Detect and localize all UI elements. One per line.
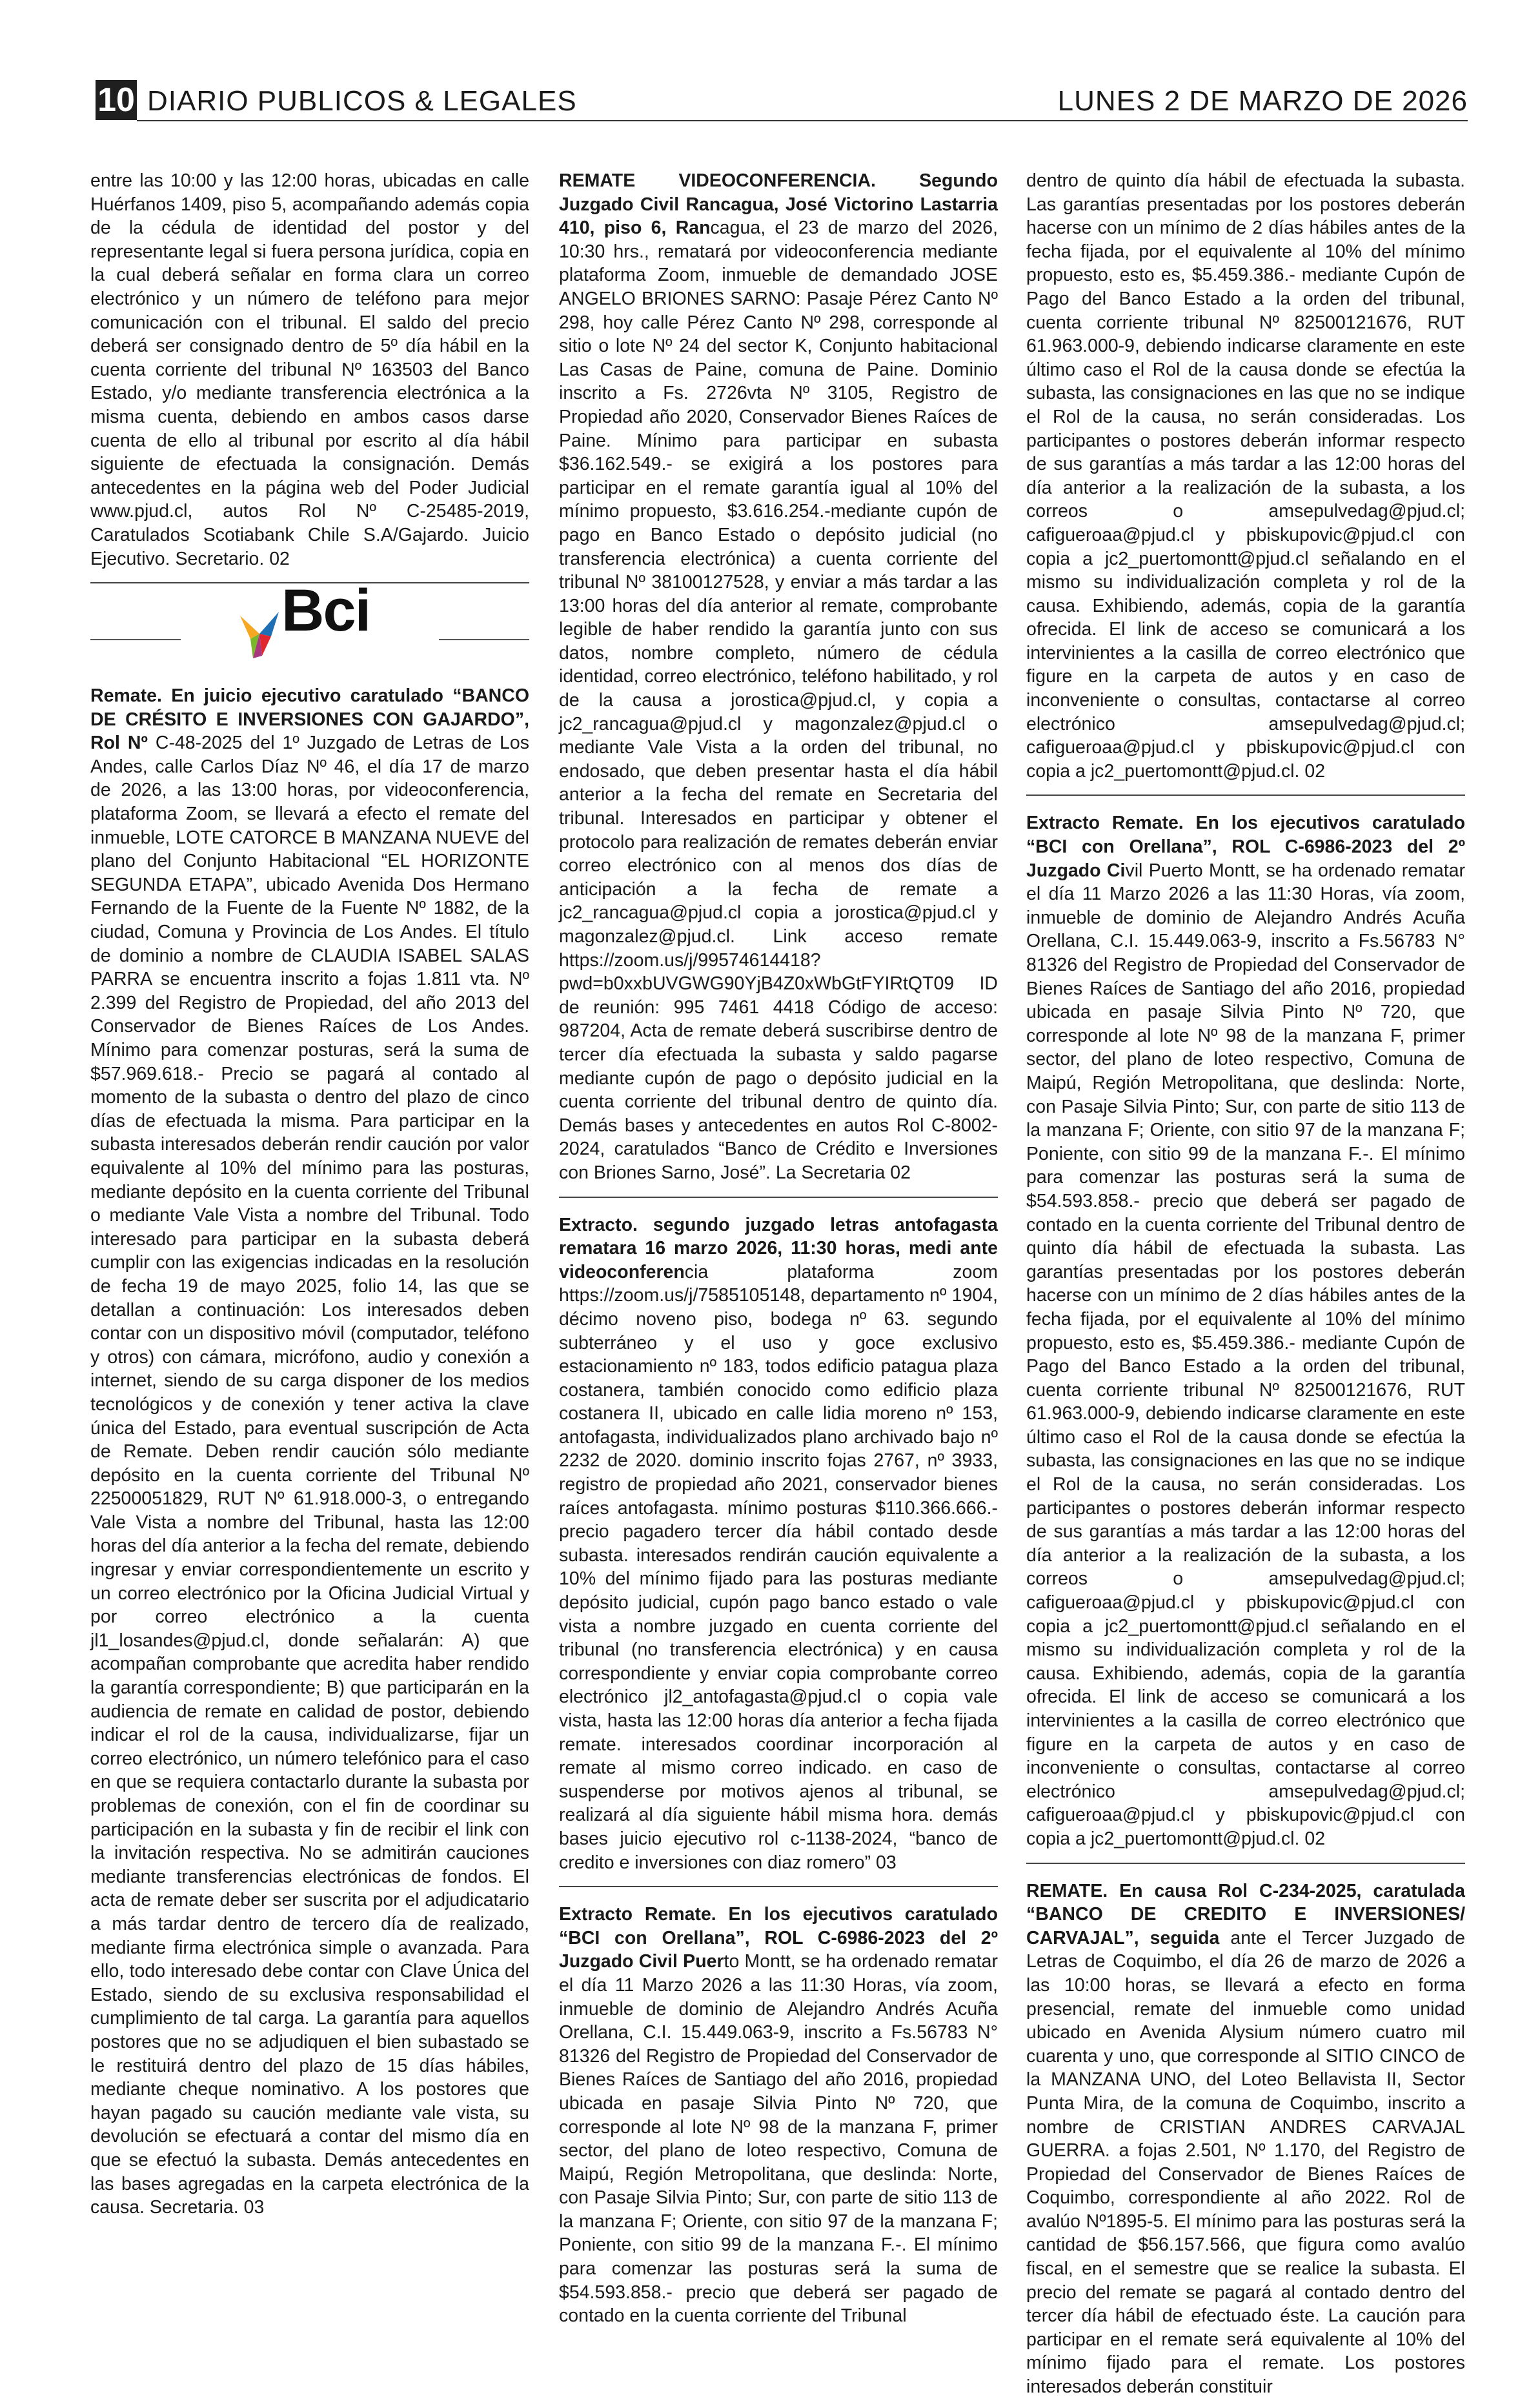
- publication-title: DIARIO PUBLICOS & LEGALES: [147, 85, 577, 117]
- notice-body: vil Puerto Montt, se ha ordenado rematar el día 11 Marzo 2026 a las 11:30 Horas, vía zoom, inmueble de dominio de Alejandro Andrés Acuña Orellana, C.I. 15.449.063-9, inscrito a Fs.56783 N° 81326 del Registro de Propiedad del Conservador de Bienes Raíces de Santiago del año 2016, propiedad ubicada en pasaje Silvia Pinto Nº 720, que corresponde al lote Nº 98 de la manzana F, primer sector, del plano de loteo respectivo, Comuna de Maipú, Región Metropolitana, que deslinda: Norte, con Pasaje Silvia Pinto; Sur, con parte de sitio 113 de la manzana F; Oriente, con sitio 97 de la manzana F; Poniente, con sitio 99 de la manzana F.-. El mínimo para comenzar las posturas será la suma de $54.593.858.- precio que deberá ser pagado de contado en la cuenta corriente del Tribunal dentro de quinto día hábil de efectuada la subasta. Las garantías presentadas por los postores deberán hacerse con un mínimo de 2 días hábiles antes de la fecha fijada, por el equivalente al 10% del mínimo propuesto, esto es, $5.459.386.- mediante Cupón de Pago del Banco Estado a la orden del tribunal, cuenta corriente tribunal Nº 82500121676, RUT 61.963.000-9, debiendo indicarse claramente en este último caso el Rol de la causa donde se efectúa la subasta, las consignaciones en las que no se indique el Rol de la causa, no serán consideradas. Los participantes o postores deberán informar respecto de sus garantías a más tardar a las 12:00 horas del día anterior a la realización de la subasta, a los correos o amsepulvedag@pjud.cl; cafigueroaa@pjud.cl y pbiskupovic@pjud.cl con copia a jc2_puertomontt@pjud.cl señalando en el mismo su individualización completa y rol de la causa. Exhibiendo, además, copia de la garantía ofrecida. El link de acceso se comunicará a los intervinientes a la casilla de correo electrónico que figure en la carpeta de autos y en caso de inconveniente o consultas, contactarse al correo electrónico amsepulvedag@pjud.cl; cafigueroaa@pjud.cl y pbiskupovic@pjud.cl con copia a jc2_puertomontt@pjud.cl. 02: [1026, 860, 1465, 1849]
- notice-body: C-48-2025 del 1º Juzgado de Letras de Los Andes, calle Carlos Díaz Nº 46, el día 17 de marzo de 2026, a las 13:00 horas, por videoconferencia, plataforma Zoom, se llevará a efecto el remate del inmueble, LOTE CATORCE B MANZANA NUEVE del plano del Conjunto Habitacional “EL HORIZONTE SEGUNDA ETAPA”, ubicado Avenida Dos Hermano Fernando de la Fuente de la Fuente Nº 1882, de la ciudad, Comuna y Provincia de Los Andes. El título de dominio a nombre de CLAUDIA ISABEL SALAS PARRA se encuentra inscrito a fojas 1.811 vta. Nº 2.399 del Registro de Propiedad, del año 2013 del Conservador de Bienes Raíces de Los Andes. Mínimo para comenzar posturas, será la suma de $57.969.618.- Precio se pagará al contado al momento de la subasta o dentro del plazo de cinco días de efectuada la misma. Para participar en la subasta interesados deberán rendir caución por valor equivalente al 10% del mínimo para las posturas, mediante depósito en la cuenta corriente del Tribunal o mediante Vale Vista a nombre del Tribunal. Todo interesado para participar en la subasta deberá cumplir con las exigencias indicadas en la resolución de fecha 19 de mayo 2025, folio 14, las que se detallan a continuación: Los interesados deben contar con un dispositivo móvil (computador, teléfono y otros) con cámara, micrófono, audio y conexión a internet, siendo de su carga disponer de los medios tecnológicos y de conexión y tener activa la clave única del Estado, para eventual suscripción de Acta de Remate. Deben rendir caución sólo mediante depósito en la cuenta corriente del Tribunal Nº 22500051829, RUT Nº 61.918.000-3, o entregando Vale Vista a nombre del Tribunal, hasta las 12:00 horas del día anterior a la fecha del remate, debiendo ingresar y enviar correspondientemente un escrito y un correo electrónico por la Oficina Judicial Virtual y por correo electrónico a la cuenta jl1_losandes@pjud.cl, donde señalarán: A) que acompañan comprobante que acredita haber rendido la garantía correspondiente; B) que participarán en la audiencia de remate en calidad de postor, debiendo indicar el rol de la causa, individualizarse, fijar un correo electrónico, un número telefónico para el caso en que se requiera contactarlo durante la subasta por problemas de conexión, con el fin de coordinar su participación en la subasta y fin de recibir el link con la invitación respectiva. No se admitirán cauciones mediante transferencias electrónicas de fondos. El acta de remate deber ser suscrita por el adjudicatario a más tardar dentro de tercero día de realizado, mediante firma electrónica simple o avanzada. Para ello, todo interesado debe contar con Clave Única del Estado, siendo de su exclusiva responsabilidad el cumplimiento de tal carga. La garantía para aquellos postores que no se adjudiquen el bien subastado se le restituirá dentro del plazo de 15 días hábiles, mediante cheque nominativo. A los postores que hayan pagado su caución mediante vale vista, su devolución se efectuará a contar del mismo día en que se efectuó la subasta. Demás antecedentes en las bases agregadas en la carpeta electrónica de la causa. Secretaria. 03: [90, 733, 529, 2218]
- notice-heading: Remate. En juicio ejecutivo caratulado “BANCO DE CRÉSITO E INVERSIONES CON GAJARDO”, Rol Nº: [90, 685, 529, 754]
- page-number: 10: [96, 80, 137, 120]
- notice-orellana-repeat: [1026, 811, 1465, 1850]
- column-2: [559, 169, 998, 2327]
- page-header: [96, 80, 1468, 125]
- notice-heading: Extracto Remate. En los ejecutivos caratulado “BCI con Orellana”, ROL C-6986-2023 del 2º Juzgado Civil Puer: [559, 1904, 998, 1972]
- notice-heading: Extracto. segundo juzgado letras antofagasta rematara 16 marzo 2026, 11:30 horas, medi ante videoconferen: [559, 1214, 998, 1282]
- notice-body: ante el Tercer Juzgado de Letras de Coquimbo, el día 26 de marzo de 2026 a las 10:00 horas, se llevará a efecto en forma presencial, remate del inmueble como unidad ubicado en Avenida Alysium número cuatro mil cuarenta y uno, que corresponde al SITIO CINCO de la MANZANA UNO, del Loteo Bellavista II, Sector Punta Mira, de la comuna de Coquimbo, inscrito a nombre de CRISTIAN ANDRES CARVAJAL GUERRA. a fojas 2.501, Nº 1.170, del Registro de Propiedad del Conservador de Bienes Raíces de Coquimbo, correspondiente al año 2022. Rol de avalúo Nº1895-5. El mínimo para las posturas será la cantidad de $56.157.566, que figura como avalúo fiscal, en el semestre que se realice la subasta. El precio del remate se pagará al contado dentro del tercer día hábil de efectuado éste. La caución para participar en el remate será equivalente al 10% del mínimo fijado para el remate. Los postores interesados deberán constituir: [1026, 1927, 1465, 2398]
- notice-bci-gajardo: [90, 684, 529, 2220]
- notice-divider: [1026, 795, 1465, 796]
- bci-logo: [234, 578, 395, 667]
- notice-heading: REMATE. En causa Rol C-234-2025, caratulada “BANCO DE CREDITO E INVERSIONES/ CARVAJAL”, seguida: [1026, 1880, 1465, 1949]
- notice-rancagua: [559, 169, 998, 1185]
- bci-logo-block: [90, 578, 529, 670]
- notice-continuation: entre las 10:00 y las 12:00 horas, ubicadas en calle Huérfanos 1409, piso 5, acompañando además copia de la cédula de identidad del postor y del representante legal si fuera persona jurídica, copia en la cual deberá señalar en forma clara un correo electrónico y un número de teléfono para mejor comunicación con el tribunal. El saldo del precio deberá ser consignado dentro de 5º día hábil en la cuenta corriente del tribunal Nº 163503 del Banco Estado, y/o mediante transferencia electrónica a la misma cuenta, debiendo en ambos casos darse cuenta de ello al tribunal por escrito al día hábil siguiente de efectuada la consignación. Demás antecedentes en la página web del Poder Judicial www.pjud.cl, autos Rol Nº C-25485-2019, Caratulados Scotiabank Chile S.A/Gajardo. Juicio Ejecutivo. Secretario. 02: [90, 170, 529, 569]
- header-divider: [137, 120, 1468, 121]
- notice-divider: [1026, 1863, 1465, 1864]
- logo-rule-right: [439, 639, 529, 640]
- notice-orellana: [559, 1903, 998, 2328]
- publication-date: LUNES 2 DE MARZO DE 2026: [1057, 85, 1468, 117]
- notice-body: cagua, el 23 de marzo del 2026, 10:30 hrs., rematará por videoconferencia mediante plataforma Zoom, inmueble de demandado JOSE ANGELO BRIONES SARNO: Pasaje Pérez Canto Nº 298, hoy calle Pérez Canto Nº 298, corresponde al sitio o lote Nº 24 del sector K, Conjunto habitacional Las Casas de Paine, comuna de Paine. Dominio inscrito a Fs. 2726vta Nº 3105, Registro de Propiedad año 2020, Conservador Bienes Raíces de Paine. Mínimo para participar en subasta $36.162.549.- se exigirá a los postores para participar en el remate garantía igual al 10% del mínimo propuesto, $3.616.254.-mediante cupón de pago en Banco Estado o depósito judicial (no transferencia electrónica) a cuenta corriente del tribunal Nº 38100127528, y enviar a más tardar a las 13:00 horas del día anterior al remate, comprobante legible de haber rendido la garantía junto con sus datos, nombre completo, número de cédula identidad, correo electrónico, teléfono habilitado, y rol de la causa a jorostica@pjud.cl, y copia a jc2_rancagua@pjud.cl y magonzalez@pjud.cl o mediante Vale Vista a la orden del tribunal, no endosado, que deben presentar hasta el día hábil anterior a la fecha del remate en Secretaria del tribunal. Interesados en participar y obtener el protocolo para realización de remates deberán enviar correo electrónico con al menos dos días de anticipación a la fecha de remate a jc2_rancagua@pjud.cl copia a jorostica@pjud.cl y magonzalez@pjud.cl. Link acceso remate https://zoom.us/j/99574614418?pwd=b0xxbUVGWG90YjB4Z0xWbGtFYIRtQT09 ID de reunión: 995 7461 4418 Código de acceso: 987204, Acta de remate deberá suscribirse dentro de tercer día efectuada la subasta y saldo pagarse mediante cupón de pago o depósito judicial en la cuenta corriente del tribunal dentro de quinto día. Demás bases y antecedentes en autos Rol C-8002-2024, caratulados “Banco de Crédito e Inversiones con Briones Sarno, José”. La Secretaria 02: [559, 218, 998, 1183]
- notice-antofagasta: [559, 1213, 998, 1875]
- bci-logo-text: Bci: [281, 578, 370, 644]
- column-1: [90, 169, 529, 2234]
- logo-rule-left: [90, 639, 181, 640]
- notice-body: to Montt, se ha ordenado rematar el día 11 Marzo 2026 a las 11:30 Horas, vía zoom, inmueble de dominio de Alejandro Andrés Acuña Orellana, C.I. 15.449.063-9, inscrito a Fs.56783 N° 81326 del Registro de Propiedad del Conservador de Bienes Raíces de Santiago del año 2016, propiedad ubicada en pasaje Silvia Pinto Nº 720, que corresponde al lote Nº 98 de la manzana F, primer sector, del plano de loteo respectivo, Comuna de Maipú, Región Metropolitana, que deslinda: Norte, con Pasaje Silvia Pinto; Sur, con parte de sitio 113 de la manzana F; Oriente, con sitio 97 de la manzana F; Poniente, con sitio 99 de la manzana F.-. El mínimo para comenzar las posturas será la suma de $54.593.858.- precio que deberá ser pagado de contado en la cuenta corriente del Tribunal: [559, 1951, 998, 2327]
- notice-heading: Extracto Remate. En los ejecutivos caratulado “BCI con Orellana”, ROL C-6986-2023 del 2º Juzgado Ci: [1026, 813, 1465, 881]
- notice-divider: [559, 1886, 998, 1887]
- notice-divider: [559, 1197, 998, 1198]
- notice-body: cia plataforma zoom https://zoom.us/j/7585105148, departamento nº 1904, décimo noveno piso, bodega nº 63. segundo subterráneo y el uso y goce exclusivo estacionamiento nº 183, todos edificio patagua plaza costanera, también conocido como edificio plaza costanera II, ubicado en calle lidia moreno nº 153, antofagasta, individualizados plano archivado bajo nº 2232 de 2020. dominio inscrito fojas 2767, nº 3933, registro de propiedad año 2021, conservador bienes raíces antofagasta. mínimo posturas $110.366.666.- precio pagadero tercer día hábil contado desde subasta. interesados rendirán caución equivalente a 10% del mínimo fijado para las posturas mediante depósito judicial, cupón pago banco estado o vale vista a nombre juzgado en cuenta corriente del tribunal (no transferencia electrónica) y en causa correspondiente y enviar copia comprobante correo electrónico jl2_antofagasta@pjud.cl o copia vale vista, hasta las 12:00 horas día anterior a fecha fijada remate. interesados coordinar incorporación al remate al mismo correo indicado. en caso de suspenderse por motivos ajenos al tribunal, se realizará al día siguiente hábil misma hora. demás bases juicio ejecutivo rol c-1138-2024, “banco de credito e inversiones con diaz romero” 03: [559, 1261, 998, 1873]
- notice-carvajal: [1026, 1879, 1465, 2399]
- notice-continuation: dentro de quinto día hábil de efectuada la subasta. Las garantías presentadas por los postores deberán hacerse con un mínimo de 2 días hábiles antes de la fecha fijada, por el equivalente al 10% del mínimo propuesto, esto es, $5.459.386.- mediante Cupón de Pago del Banco Estado a la orden del tribunal, cuenta corriente tribunal Nº 82500121676, RUT 61.963.000-9, debiendo indicarse claramente en este último caso el Rol de la causa donde se efectúa la subasta, las consignaciones en las que no se indique el Rol de la causa, no serán consideradas. Los participantes o postores deberán informar respecto de sus garantías a más tardar a las 12:00 horas del día anterior a la realización de la subasta, a los correos o amsepulvedag@pjud.cl; cafigueroaa@pjud.cl y pbiskupovic@pjud.cl con copia a jc2_puertomontt@pjud.cl señalando en el mismo su individualización completa y rol de la causa. Exhibiendo, además, copia de la garantía ofrecida. El link de acceso se comunicará a los intervinientes a la casilla de correo electrónico que figure en la carpeta de autos y en caso de inconveniente o consultas, contactarse al correo electrónico amsepulvedag@pjud.cl; cafigueroaa@pjud.cl y pbiskupovic@pjud.cl con copia a jc2_puertomontt@pjud.cl. 02: [1026, 170, 1465, 782]
- notice-heading: REMATE VIDEOCONFERENCIA. Segundo Juzgado Civil Rancagua, José Victorino Lastarria 410, piso 6, Ran: [559, 170, 998, 239]
- bci-bird-icon: [234, 603, 285, 665]
- column-3: [1026, 169, 1465, 2398]
